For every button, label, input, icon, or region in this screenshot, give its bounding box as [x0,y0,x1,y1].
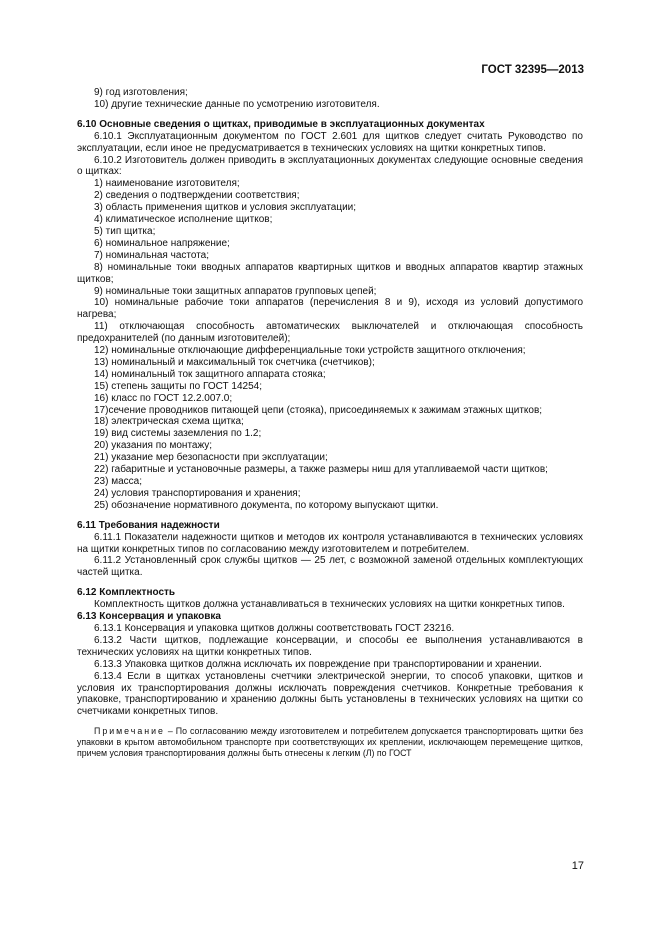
paragraph-6-12: Комплектность щитков должна устанавливаться в технических условиях на щитки конкретных типов. [94,599,565,611]
list-item: 18) электрическая схема щитка; [94,416,244,428]
page-number: 17 [571,860,584,872]
list-item: 15) степень защиты по ГОСТ 14254; [94,380,263,392]
list-item: 14) номинальный ток защитного аппарата стояка; [94,368,326,380]
paragraph-6-11-2: 6.11.2 Установленный срок службы щитков — 25 лет, с возможной заменой отдельных комплектующих частей щитка. [77,555,583,579]
list-item: 11) отключающая способность автоматических выключателей и отключающая способность предохранителей (по данным изготовителей); [77,321,583,345]
list-item: 12) номинальные отключающие дифференциальные токи устройств защитного отключения; [94,345,526,357]
list-item: 13) номинальный и максимальный ток счетчика (счетчиков); [94,356,375,368]
paragraph-6-13-2: 6.13.2 Части щитков, подлежащие консервации, и способы ее выполнения устанавливаются в технических условиях на щитки конкретных типов. [77,634,583,658]
paragraph-6-10-2: 6.10.2 Изготовитель должен приводить в эксплуатационных документах следующие основные сведения о щитках: [77,154,583,178]
list-item: 20) указания по монтажу; [94,440,213,452]
section-title-6-12: 6.12 Комплектность [77,587,176,599]
list-item: 5) тип щитка; [94,225,156,237]
list-item: 7) номинальная частота; [94,249,210,261]
paragraph-6-11-1: 6.11.1 Показатели надежности щитков и методов их контроля устанавливаются в технических условиях на щитки конкретных типов по согласованию между изготовителем и потребителем. [77,531,583,555]
list-item: 25) обозначение нормативного документа, по которому выпускают щитки. [94,499,439,511]
list-item: 23) масса; [94,476,143,487]
list-item: 10) другие технические данные по усмотрению изготовителя. [94,98,380,110]
section-title-6-11: 6.11 Требования надежности [77,519,220,531]
list-item: 6) номинальное напряжение; [94,237,230,249]
standard-header: ГОСТ 32395—2013 [481,64,584,76]
list-item: 10) номинальные рабочие токи аппаратов (перечисления 8 и 9), исходя из условий допустимого нагрева; [77,297,583,321]
list-item: 17)сечение проводников питающей цепи (стояка), присоединяемых к зажимам этажных щитков; [94,404,543,416]
paragraph-6-13-3: 6.13.3 Упаковка щитков должна исключать их повреждение при транспортировании и хранении. [94,658,542,670]
paragraph-6-13-4: 6.13.4 Если в щитках установлены счетчики электрической энергии, то способ упаковки, щитков и условия их транспортирования должны исключать повреждения счетчиков. Конкретные требования к упаковке, транспортированию и хранению должны быть установлены в технических условиях на щитки со счетчиками конкретных типов. [77,670,583,718]
list-item: 24) условия транспортирования и хранения; [94,487,301,499]
list-item: 16) класс по ГОСТ 12.2.007.0; [94,392,233,404]
page-content [77,87,583,759]
info-list [77,178,583,511]
list-item: 2) сведения о подтверждении соответствия; [94,190,300,202]
list-item: 22) габаритные и установочные размеры, а также размеры ниш для утапливаемой части щитков; [94,464,548,476]
section-title-6-13: 6.13 Консервация и упаковка [77,611,221,623]
list-item: 4) климатическое исполнение щитков; [94,214,273,226]
list-item: 8) номинальные токи вводных аппаратов квартирных щитков и вводных аппаратов квартир этажных щитков; [77,261,583,285]
section-title-6-10: 6.10 Основные сведения о щитках, приводимые в эксплуатационных документах [77,118,485,130]
paragraph-6-13-1: 6.13.1 Консервация и упаковка щитков должны соответствовать ГОСТ 23216. [94,622,455,634]
list-item: 21) указание мер безопасности при эксплуатации; [94,452,328,464]
note-label: Примечание [94,726,165,737]
list-item: 9) номинальные токи защитных аппаратов групповых цепей; [94,285,377,297]
note [77,726,583,759]
list-item: 1) наименование изготовителя; [94,178,240,190]
list-item: 19) вид системы заземления по 1.2; [94,428,262,440]
note-text: – По согласованию между изготовителем и потребителем допускается транспортировать щитки без упаковки в крытом автомобильном транспорте при соответствующих их креплении, исключающем перемещение щитков, причем условия транспортирования должны быть отнесены к легким (Л) по ГОСТ [77,726,583,759]
list-item: 3) область применения щитков и условия эксплуатации; [94,202,357,214]
paragraph-6-10-1: 6.10.1 Эксплуатационным документом по ГОСТ 2.601 для щитков следует считать Руководство по эксплуатации, если иное не предусматривается в технических условиях на щитки конкретных типов. [77,130,583,154]
list-item: 9) год изготовления; [94,87,188,98]
